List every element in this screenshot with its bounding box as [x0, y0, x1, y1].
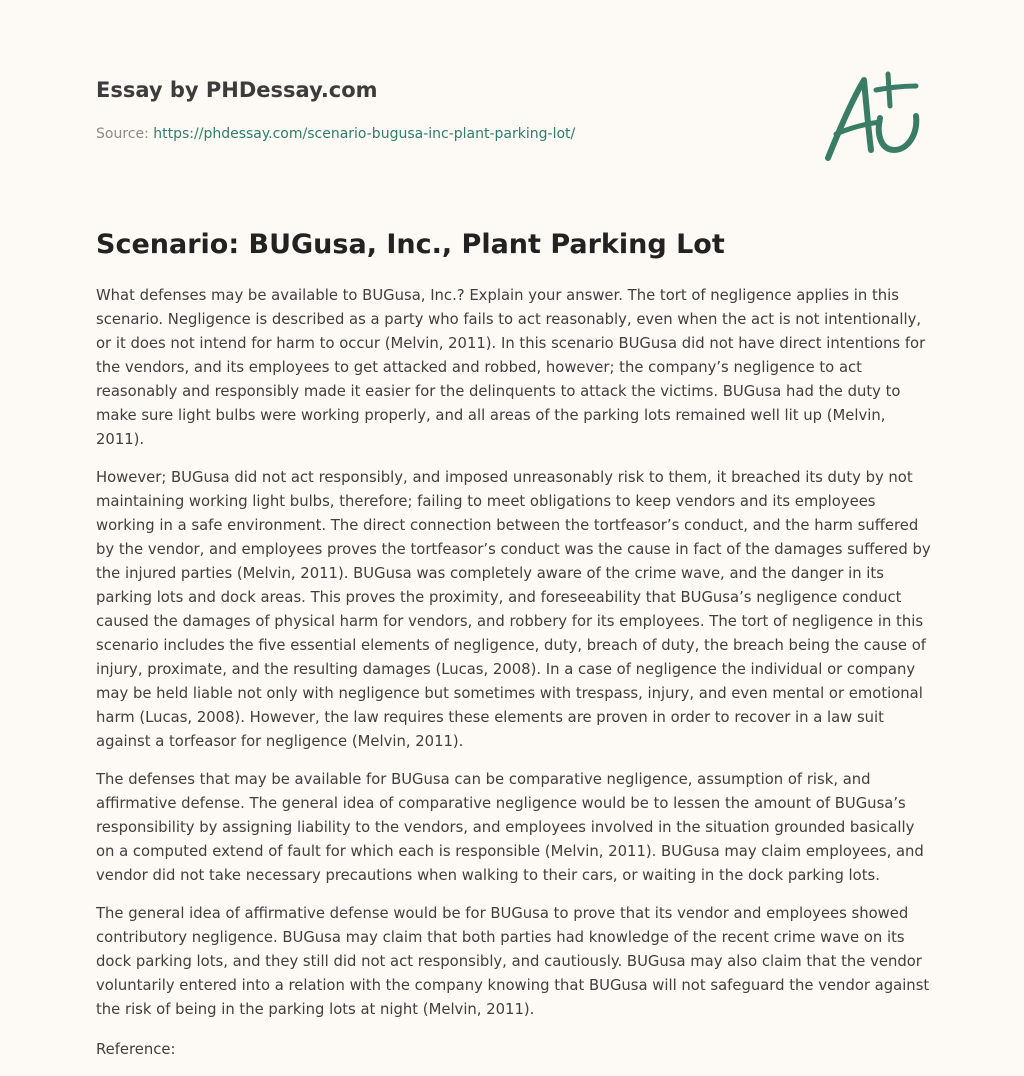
- essay-header: [96, 76, 716, 144]
- a-plus-logo-icon: [818, 66, 928, 166]
- essay-body: [96, 284, 936, 1076]
- essay-paragraph: The defenses that may be available for BUGusa can be comparative negligence, assumption of risk, and affirmative defense. The general idea of comparative negligence would be to lessen the amount of BUGusa’s responsibility by assigning liability to the vendors, and employees involved in the situation grounded basically on a computed extend of fault for which each is responsible (Melvin, 2011). BUGusa may claim employees, and vendor did not take necessary precautions when walking to their cars, or waiting in the dock parking lots.: [96, 771, 924, 884]
- source-line: [96, 124, 716, 144]
- essay-title: Scenario: BUGusa, Inc., Plant Parking Lot: [96, 229, 725, 260]
- site-brand: Essay by PHDessay.com: [96, 78, 378, 102]
- reference-label: Reference:: [96, 1041, 176, 1058]
- essay-paragraph: However; BUGusa did not act responsibly, and imposed unreasonably risk to them, it breached its duty by not maintaining working light bulbs, therefore; failing to meet obligations to keep vendors and its employees working in a safe environment. The direct connection between the tortfeasor’s conduct, and the harm suffered by the vendor, and employees proves the tortfeasor’s conduct was the cause in fact of the damages suffered by the injured parties (Melvin, 2011). BUGusa was completely aware of the crime wave, and the danger in its parking lots and dock areas. This proves the proximity, and foreseeability that BUGusa’s negligence conduct caused the damages of physical harm for vendors, and robbery for its employees. The tort of negligence in this scenario includes the five essential elements of negligence, duty, breach of duty, the breach being the cause of injury, proximate, and the resulting damages (Lucas, 2008). In a case of negligence the individual or company may be held liable not only with negligence but sometimes with trespass, injury, and even mental or emotional harm (Lucas, 2008). However, the law requires these elements are proven in order to recover in a law suit against a torfeasor for negligence (Melvin, 2011).: [96, 469, 931, 750]
- essay-paragraph: What defenses may be available to BUGusa, Inc.? Explain your answer. The tort of negligence applies in this scenario. Negligence is described as a party who fails to act reasonably, even when the act is not intentionally, or it does not intend for harm to occur (Melvin, 2011). In this scenario BUGusa did not have direct intentions for the vendors, and its employees to get attacked and robbed, however; the company’s negligence to act reasonably and responsibly made it easier for the delinquents to attack the victims. BUGusa had the duty to make sure light bulbs were working properly, and all areas of the parking lots remained well lit up (Melvin, 2011).: [96, 287, 926, 448]
- source-label: Source:: [96, 126, 154, 142]
- essay-paragraph: The general idea of affirmative defense would be for BUGusa to prove that its vendor and employees showed contributory negligence. BUGusa may claim that both parties had knowledge of the recent crime wave on its dock parking lots, and they still did not act responsibly, and cautiously. BUGusa may also claim that the vendor voluntarily entered into a relation with the company knowing that BUGusa will not safeguard the vendor against the risk of being in the parking lots at night (Melvin, 2011).: [96, 905, 930, 1018]
- source-link[interactable]: https://phdessay.com/scenario-bugusa-inc-plant-parking-lot/: [153, 126, 576, 142]
